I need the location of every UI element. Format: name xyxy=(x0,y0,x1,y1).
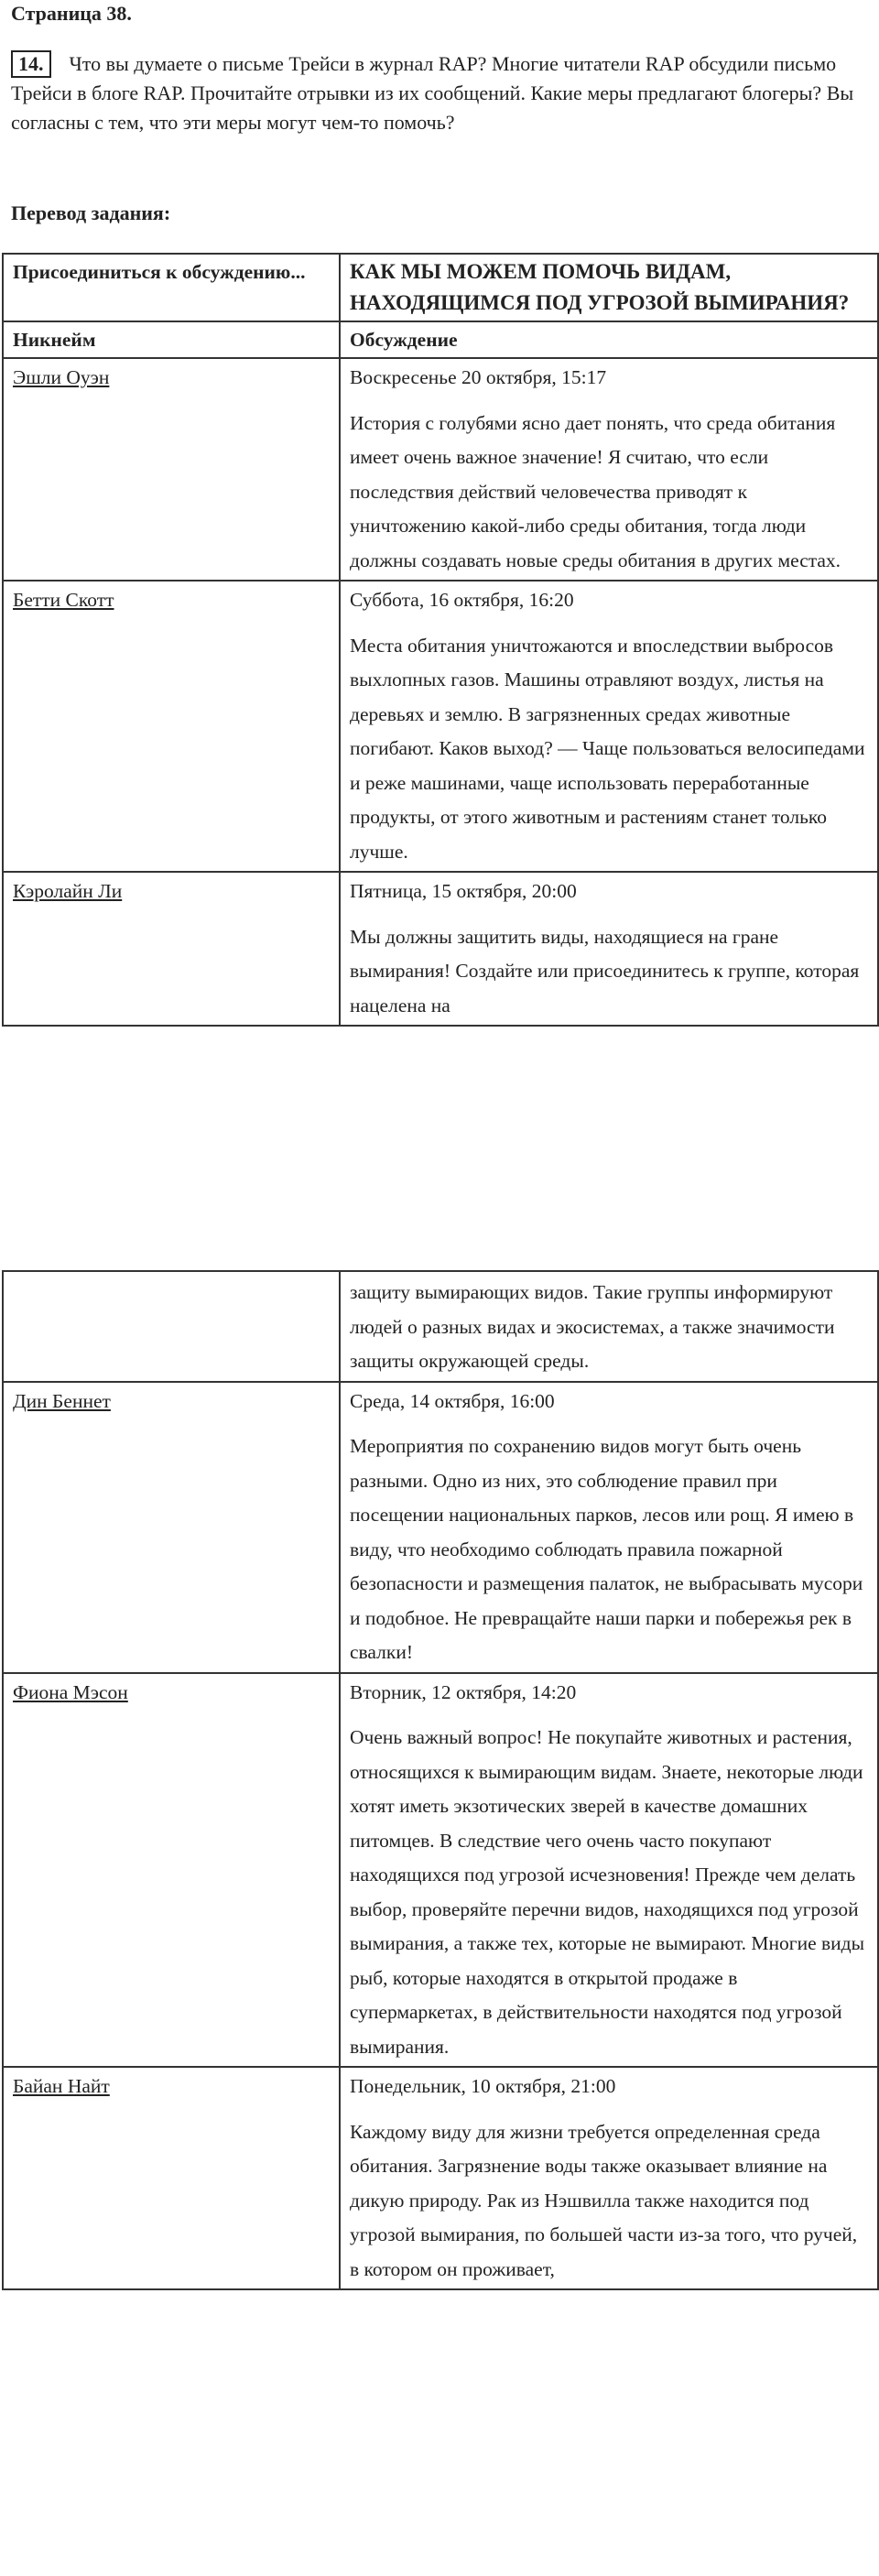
nick-link[interactable]: Бетти Скотт xyxy=(13,589,114,611)
table-row xyxy=(3,2067,878,2289)
post-text: Мы должны защитить виды, находящиеся на гране вымирания! Создайте или присоединитесь к группе, которая нацелена на xyxy=(350,925,860,1016)
post-date: Понедельник, 10 октября, 21:00 xyxy=(350,2075,616,2097)
translation-heading: Перевод задания: xyxy=(11,201,171,224)
task-number: 14. xyxy=(11,50,51,78)
post-text: Очень важный вопрос! Не покупайте животных и растения, относящихся к вымирающим видам. Знаете, некоторые люди хотят иметь экзотических зверей в качестве домашних питомцев. В следствие чего очень часто покупают находящихся под угрозой исчезновения! Прежде чем делать выбор, проверяйте перечни видов, находящихся под угрозой вымирания, а также тех, которые не вымирают. Многие виды рыб, которые находятся в открытой продаже в супермаркетах, в действительности находятся под угрозой вымирания. xyxy=(350,1726,865,2058)
table-row xyxy=(3,358,878,581)
post-date: Пятница, 15 октября, 20:00 xyxy=(350,880,577,902)
table-row-continuation xyxy=(3,1271,878,1382)
table-row xyxy=(3,581,878,872)
post-date: Воскресенье 20 октября, 15:17 xyxy=(350,366,607,388)
forum-table-continued xyxy=(2,1270,879,2290)
table-row xyxy=(3,1382,878,1673)
topic-title: КАК МЫ МОЖЕМ ПОМОЧЬ ВИДАМ, НАХОДЯЩИМСЯ ПОД УГРОЗОЙ ВЫМИРАНИЯ? xyxy=(340,254,878,321)
table-header-row xyxy=(3,254,878,321)
table-row xyxy=(3,872,878,1026)
nick-link[interactable]: Эшли Оуэн xyxy=(13,366,110,388)
task-paragraph xyxy=(11,49,863,137)
post-text: История с голубями ясно дает понять, что среда обитания имеет очень важное значение! Я считаю, что если последствия действий человечества приводят к уничтожению какой-либо среды обитания, тогда люди должны создавать новые среды обитания в других местах. xyxy=(350,411,841,571)
post-text: Каждому виду для жизни требуется определенная среда обитания. Загрязнение воды также оказывает влияние на дикую природу. Рак из Нэшвилла также находится под угрозой вымирания, по большей части из-за того, что ручей, в котором он проживает, xyxy=(350,2120,858,2280)
column-header-row xyxy=(3,321,878,358)
nick-link[interactable]: Кэролайн Ли xyxy=(13,880,123,902)
page-title: Страница 38. xyxy=(11,2,132,25)
task-text: Что вы думаете о письме Трейси в журнал RAP? Многие читатели RAP обсудили письмо Трейси в блоге RAP. Прочитайте отрывки из их сообщений. Какие меры предлагают блогеры? Вы согласны с тем, что эти меры могут чем-то помочь? xyxy=(11,52,854,134)
post-text: Мероприятия по сохранению видов могут быть очень разными. Одно из них, это соблюдение правил при посещении национальных парков, лесов или рощ. Я имею в виду, что необходимо соблюдать правила пожарной безопасности и размещения палаток, не выбрасывать мусори и подобное. Не превращайте наши парки и побережья рек в свалки! xyxy=(350,1435,863,1663)
forum-table xyxy=(2,253,879,1027)
nick-link[interactable]: Дин Беннет xyxy=(13,1389,111,1412)
post-date: Суббота, 16 октября, 16:20 xyxy=(350,589,574,611)
post-date: Среда, 14 октября, 16:00 xyxy=(350,1389,555,1412)
post-text: Места обитания уничтожаются и впоследствии выбросов выхлопных газов. Машины отравляют воздух, листья на деревьях и землю. В загрязненных средах животные погибают. Каков выход? — Чаще пользоваться велосипедами и реже машинами, чаще использовать переработанные продукты, от этого животным и растениям станет только лучше. xyxy=(350,634,865,863)
post-text-continuation: защиту вымирающих видов. Такие группы информируют людей о разных видах и экосистемах, а также значимости защиты окружающей среды. xyxy=(350,1281,835,1372)
nick-link[interactable]: Фиона Мэсон xyxy=(13,1680,128,1703)
nick-link[interactable]: Байан Найт xyxy=(13,2075,110,2097)
post-date: Вторник, 12 октября, 14:20 xyxy=(350,1680,577,1703)
join-discussion-link[interactable]: Присоединиться к обсуждению... xyxy=(3,254,340,321)
column-nick: Никнейм xyxy=(3,321,340,358)
column-discussion: Обсуждение xyxy=(340,321,878,358)
table-row xyxy=(3,1673,878,2068)
